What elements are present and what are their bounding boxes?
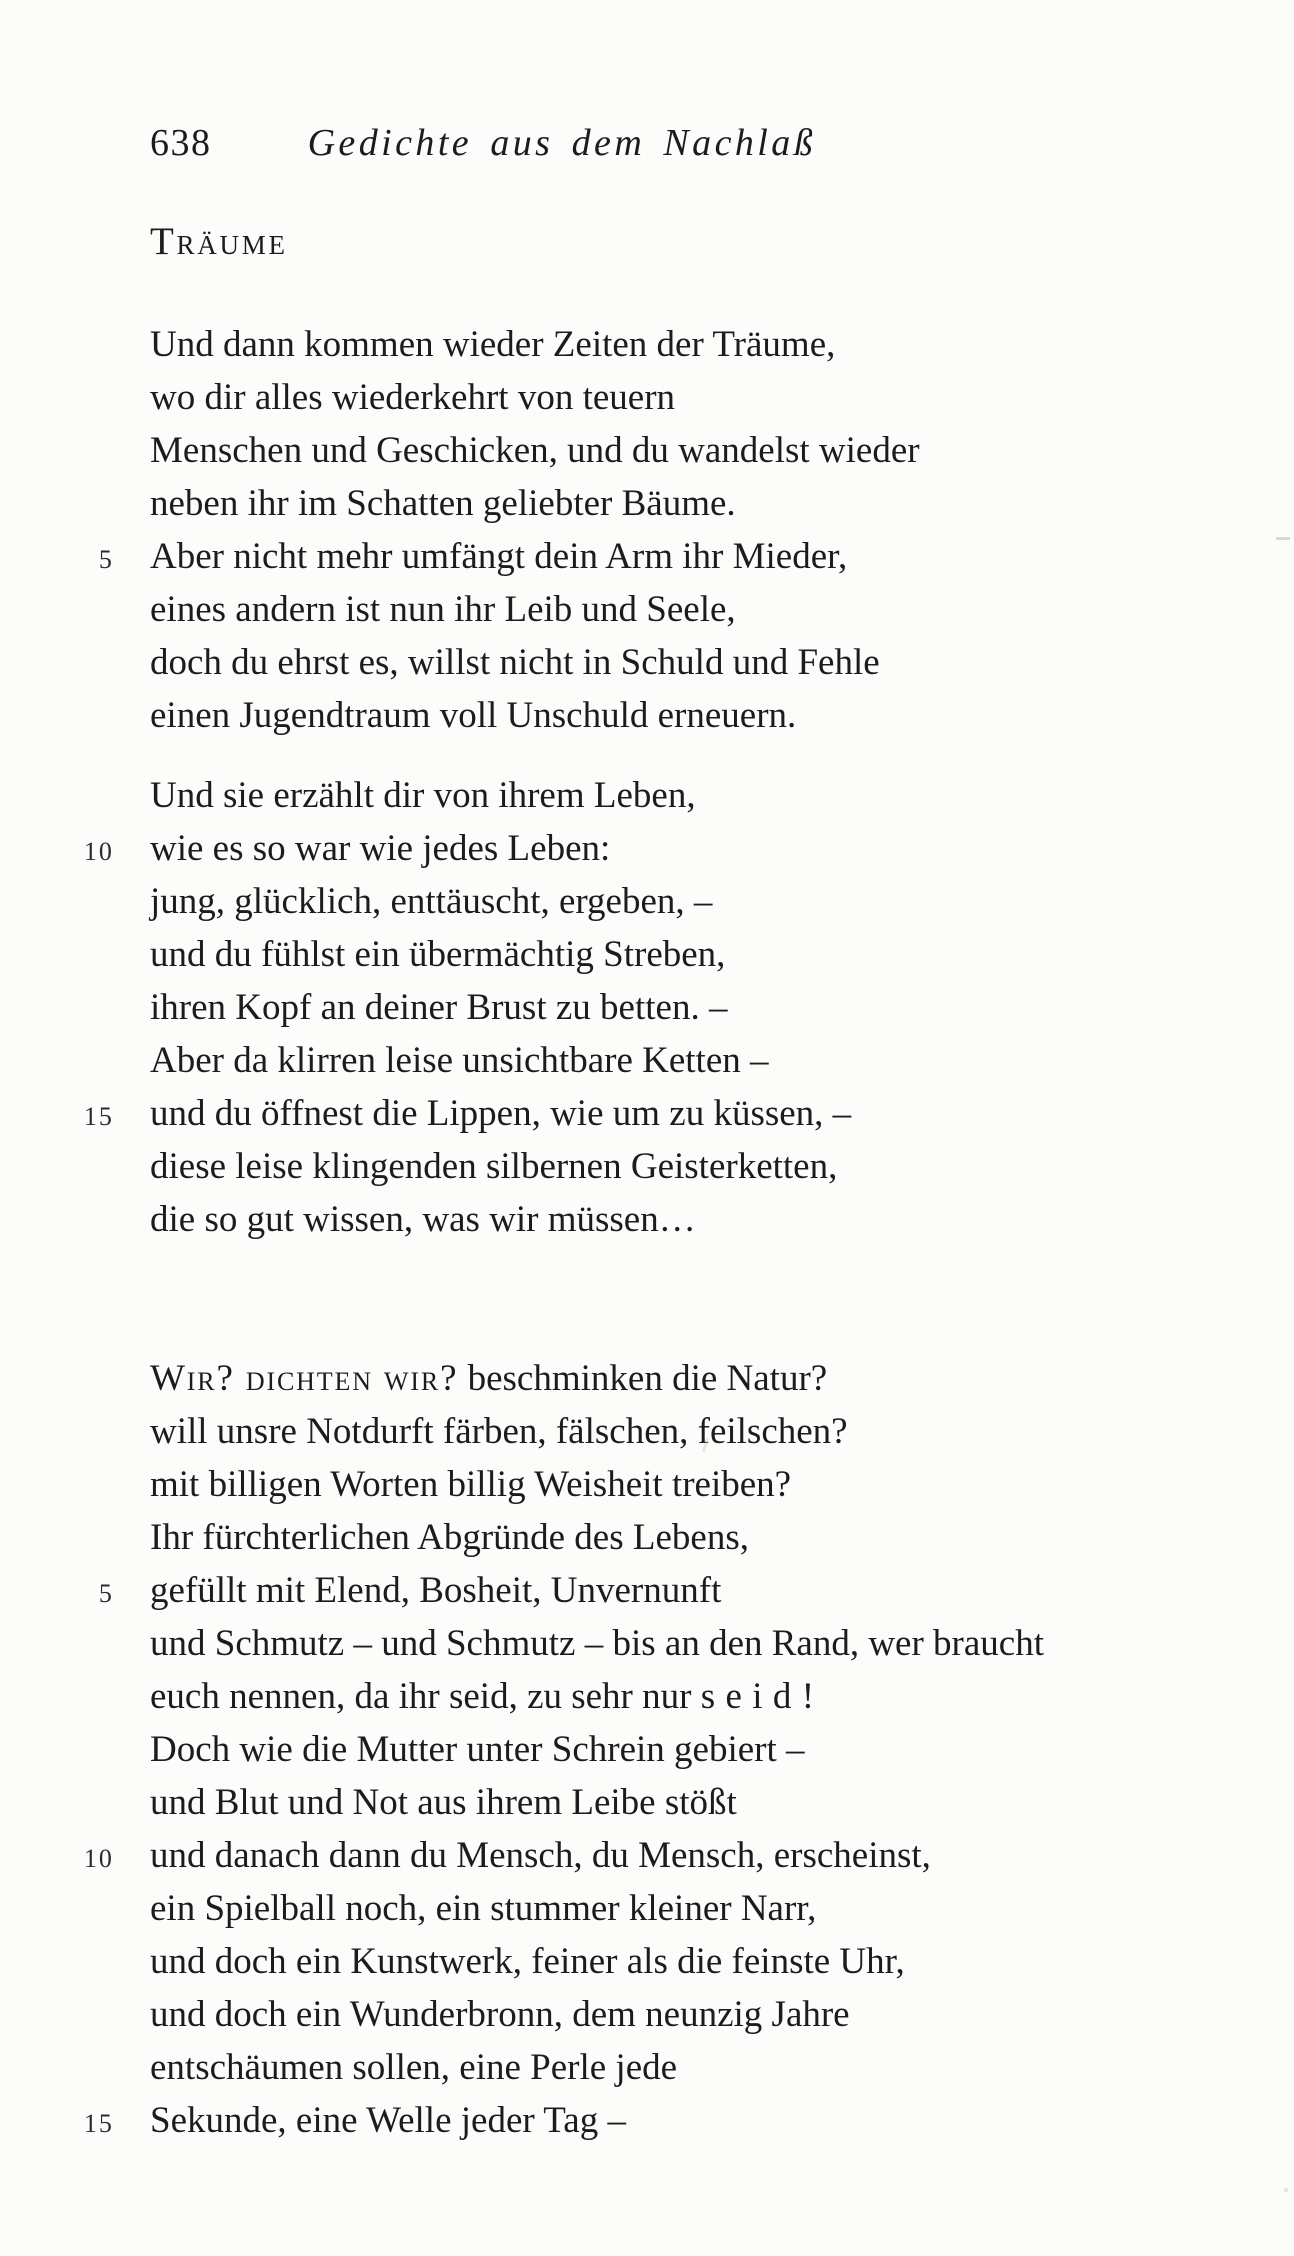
line-text: gefüllt mit Elend, Bosheit, Unvernunft xyxy=(150,1570,722,1611)
line-number: 15 xyxy=(83,2109,114,2138)
line-text: und doch ein Kunstwerk, feiner als die feinste Uhr, xyxy=(150,1941,905,1982)
line-text: will unsre Notdurft färben, fälschen, feilschen? xyxy=(150,1411,848,1452)
plain-text: euch nennen, da ihr seid, zu sehr nur xyxy=(150,1676,701,1717)
poem-line xyxy=(150,769,920,822)
poem-line xyxy=(150,1776,1044,1829)
poem-line xyxy=(150,1034,920,1087)
line-text: ihren Kopf an deiner Brust zu betten. – xyxy=(150,987,728,1028)
line-text xyxy=(150,1358,827,1399)
line-text: einen Jugendtraum voll Unschuld erneuern. xyxy=(150,695,797,736)
line-text: eines andern ist nun ihr Leib und Seele, xyxy=(150,589,736,630)
poem-line xyxy=(150,928,920,981)
poem-line xyxy=(150,981,920,1034)
line-text: diese leise klingenden silbernen Geisterketten, xyxy=(150,1146,838,1187)
poem-line xyxy=(150,1935,1044,1988)
poem-line xyxy=(150,1882,1044,1935)
line-text: neben ihr im Schatten geliebter Bäume. xyxy=(150,483,736,524)
poem-line xyxy=(98,1564,1044,1617)
line-text: Und sie erzählt dir von ihrem Leben, xyxy=(150,775,696,816)
stanza xyxy=(83,1352,1044,2147)
letterspaced-text: seid! xyxy=(700,1676,825,1717)
line-text: entschäumen sollen, eine Perle jede xyxy=(150,2047,678,2088)
poem-line xyxy=(150,1617,1044,1670)
line-number: 5 xyxy=(98,545,114,574)
line-text: und danach dann du Mensch, du Mensch, erscheinst, xyxy=(150,1835,931,1876)
line-text: wie es so war wie jedes Leben: xyxy=(150,828,611,869)
poem-line xyxy=(98,530,920,583)
poem-line xyxy=(150,689,920,742)
line-text: Menschen und Geschicken, und du wandelst wieder xyxy=(150,430,920,471)
line-text: und du öffnest die Lippen, wie um zu küssen, – xyxy=(150,1093,852,1134)
line-text: und Schmutz – und Schmutz – bis an den Rand, wer braucht xyxy=(150,1623,1044,1664)
running-title: Gedichte aus dem Nachlaß xyxy=(307,122,817,164)
line-text: wo dir alles wiederkehrt von teuern xyxy=(150,377,676,418)
line-text: Aber nicht mehr umfängt dein Arm ihr Mieder, xyxy=(150,536,848,577)
line-number: 10 xyxy=(83,837,114,866)
poem-line xyxy=(83,2094,1044,2147)
line-text: Und dann kommen wieder Zeiten der Träume, xyxy=(150,324,836,365)
poem-line xyxy=(150,424,920,477)
poem-line xyxy=(150,2041,1044,2094)
line-text: und doch ein Wunderbronn, dem neunzig Jahre xyxy=(150,1994,850,2035)
scan-speck xyxy=(1276,537,1290,540)
poem-line xyxy=(83,1087,920,1140)
poem-line xyxy=(150,636,920,689)
line-text: und du fühlst ein übermächtig Streben, xyxy=(150,934,726,975)
line-text: doch du ehrst es, willst nicht in Schuld und Fehle xyxy=(150,642,880,683)
page-header xyxy=(150,118,816,168)
line-text: Sekunde, eine Welle jeder Tag – xyxy=(150,2100,626,2141)
page-number: 638 xyxy=(150,122,212,164)
line-number: 5 xyxy=(98,1579,114,1608)
line-text: jung, glücklich, enttäuscht, ergeben, – xyxy=(150,881,713,922)
smallcaps-text: Wir? dichten wir? xyxy=(150,1358,459,1399)
poem-traeume xyxy=(83,215,920,1246)
poem-line xyxy=(83,1829,1044,1882)
line-text: und Blut und Not aus ihrem Leibe stößt xyxy=(150,1782,737,1823)
poem-line xyxy=(150,875,920,928)
line-text: ein Spielball noch, ein stummer kleiner Narr, xyxy=(150,1888,817,1929)
poem-line xyxy=(150,583,920,636)
poem-line xyxy=(150,1723,1044,1776)
line-text: Aber da klirren leise unsichtbare Ketten – xyxy=(150,1040,769,1081)
poem-line xyxy=(150,1352,1044,1405)
line-text: Doch wie die Mutter unter Schrein gebiert – xyxy=(150,1729,805,1770)
poem-wir-dichten-wir xyxy=(83,1352,1044,2147)
line-text: Ihr fürchterlichen Abgründe des Lebens, xyxy=(150,1517,749,1558)
poem-line xyxy=(150,477,920,530)
line-text xyxy=(150,1676,824,1717)
poem-line xyxy=(150,1193,920,1246)
poem-line xyxy=(150,1458,1044,1511)
line-number: 10 xyxy=(83,1844,114,1873)
poem-line xyxy=(150,1670,1044,1723)
plain-text: beschminken die Natur? xyxy=(458,1358,828,1399)
poem-line xyxy=(150,1405,1044,1458)
poem-line xyxy=(150,1511,1044,1564)
line-text: die so gut wissen, was wir müssen… xyxy=(150,1199,696,1240)
stanza xyxy=(98,318,920,742)
poem-line xyxy=(83,822,920,875)
stanza xyxy=(83,769,920,1246)
poem-title: Träume xyxy=(150,220,288,263)
line-text: mit billigen Worten billig Weisheit treiben? xyxy=(150,1464,792,1505)
scan-speck xyxy=(1284,2188,1288,2192)
line-number: 15 xyxy=(83,1102,114,1131)
poem-line xyxy=(150,1140,920,1193)
poem-line xyxy=(150,318,920,371)
poem-line xyxy=(150,371,920,424)
poem-line xyxy=(150,1988,1044,2041)
